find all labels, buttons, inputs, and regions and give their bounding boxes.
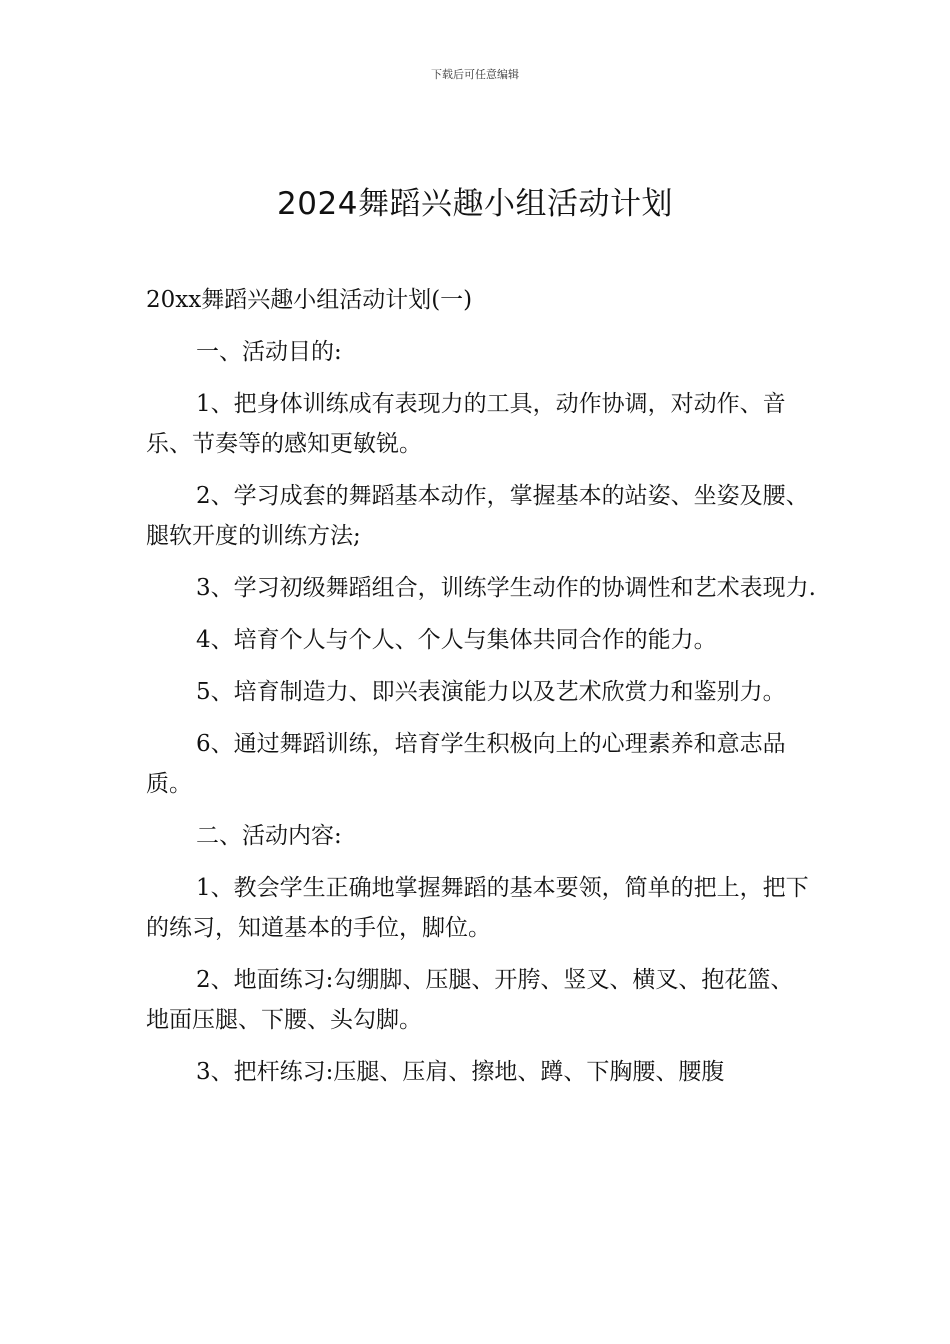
paragraph: 3、学习初级舞蹈组合，训练学生动作的协调性和艺术表现力.	[196, 575, 816, 601]
section-heading: 一、活动目的:	[196, 339, 342, 365]
paragraph: 2、学习成套的舞蹈基本动作，掌握基本的站姿、坐姿及腰、腿软开度的训练方法;	[146, 483, 809, 549]
paragraph: 6、通过舞蹈训练，培育学生积极向上的心理素养和意志品质。	[146, 731, 786, 797]
paragraph: 5、培育制造力、即兴表演能力以及艺术欣赏力和鉴别力。	[196, 679, 786, 705]
paragraph: 3、把杆练习:压腿、压肩、擦地、蹲、下胸腰、腰腹	[196, 1059, 725, 1085]
document-title: 2024舞蹈兴趣小组活动计划	[277, 186, 673, 222]
paragraph: 4、培育个人与个人、个人与集体共同合作的能力。	[196, 627, 717, 653]
paragraph: 1、把身体训练成有表现力的工具，动作协调，对动作、音乐、节奏等的感知更敏锐。	[146, 391, 786, 457]
document-subtitle: 20xx舞蹈兴趣小组活动计划(一)	[146, 287, 473, 313]
section-heading: 二、活动内容:	[196, 823, 342, 849]
document-body	[146, 280, 816, 1104]
page-header-note: 下载后可任意编辑	[431, 68, 519, 81]
paragraph: 1、教会学生正确地掌握舞蹈的基本要领，简单的把上，把下的练习，知道基本的手位，脚位。	[146, 875, 809, 941]
paragraph: 2、地面练习:勾绷脚、压腿、开胯、竖叉、横叉、抱花篮、地面压腿、下腰、头勾脚。	[146, 967, 794, 1033]
